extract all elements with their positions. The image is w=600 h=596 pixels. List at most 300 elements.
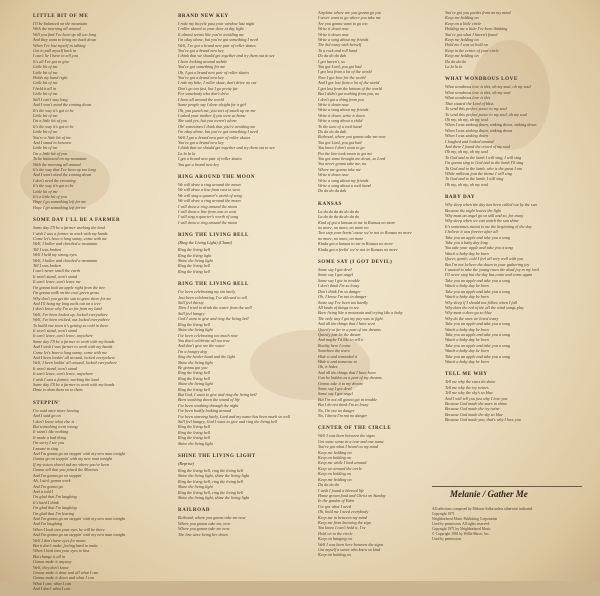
lyric-line: Take you a baby day long <box>445 240 488 246</box>
lyric-line: Don't go too fast, but I go pretty far <box>178 85 238 91</box>
lyric-line: Hold me I was so hold on <box>445 42 488 48</box>
lyric-line: You've got a brand new key <box>178 75 224 81</box>
song-title: RAILROAD <box>178 508 211 514</box>
lyric-line: no more, no more, no more <box>318 235 364 241</box>
lyric-line: I got lost from a lot of the world <box>318 69 372 75</box>
lyric-line: When I look into your eyes he will be there <box>33 526 105 532</box>
lyric-line: Ring the living bell <box>178 268 210 274</box>
lyric-line: Why must an angel go so still and so, far away <box>445 213 524 218</box>
lyric-line: Do da do da dah <box>318 128 347 134</box>
lyric-line: Shine the living light, shine the living light <box>178 495 250 501</box>
song-title: RING AROUND THE MOON <box>178 174 256 180</box>
lyric-line: I've been starving lately, Lord and my name has been much so well <box>178 413 291 419</box>
lyric-line: And I'll hang my long nails out on a tree <box>33 300 101 306</box>
song-block <box>33 401 145 596</box>
lyric-line: Some say I got in trouble <box>318 277 360 283</box>
lyric-line: God I want to give and ring the living bell <box>178 316 249 322</box>
lyric-line: But I'm not all gonna get in trouble <box>318 396 378 402</box>
song-subtitle: (Reprise) <box>178 461 194 467</box>
lyric-line: Ah, I ain't gonna work <box>33 478 71 484</box>
lyric-line: Watch a baby day be born <box>445 326 489 332</box>
lyric-line: Why sleep if I should not follow when I fall <box>445 299 517 305</box>
song-block <box>318 426 430 561</box>
lyric-line: Still feel hungry <box>178 310 205 316</box>
lyric-line: And I said go on <box>33 413 61 419</box>
lyric-line: It won't stand, won't stand <box>33 273 78 279</box>
lyric-line: Been soothing down the sound of life <box>178 397 240 403</box>
lyric-line: I'm okay alone, but you've got something I need <box>178 129 258 135</box>
lyric-line: Watch a baby day be born <box>445 337 489 343</box>
lyric-line: Keep on holding on <box>318 455 351 461</box>
lyric-line: I don't need the crowning <box>33 177 76 183</box>
lyric-line: Been living like a mountain and crying like a baby <box>318 310 403 316</box>
lyric-line: Where you gonna take me, now <box>178 520 231 526</box>
lyric-lines <box>178 468 296 500</box>
lyric-line: Some day I'll be a farmer to work with my hands <box>33 338 115 344</box>
lyric-line: Ring the living bell <box>178 386 210 392</box>
lyric-line: Well I held my strong eyes <box>33 252 77 258</box>
song-block <box>318 260 430 422</box>
lyric-lines <box>178 515 296 537</box>
lyric-line: Do da do da dah <box>318 53 347 59</box>
column-3 <box>318 0 430 581</box>
song-title: SOME DAY I'LL BE A FARMER <box>33 218 121 224</box>
lyric-line: Well, I been lookin' all around, locked everywhere <box>33 360 117 366</box>
lyric-line: You know I can't hold it, I've <box>318 525 366 531</box>
lyric-line: Ring the living bell <box>178 424 210 430</box>
lyric-line: Watch a baby day be born <box>445 283 489 289</box>
lyric-line: Keep in the center of your circle <box>445 47 500 53</box>
lyric-line: Still I can't stay long <box>33 96 68 102</box>
lyric-line: You take your apple and take you a song <box>445 245 513 251</box>
lyric-line: I hold it all in <box>33 85 57 91</box>
lyric-line: Watch a baby day be born <box>445 250 489 256</box>
credit-line: Used by permission. <box>432 537 462 541</box>
lyric-line: I've been celebrating my sin lately <box>178 289 236 295</box>
lyric-line: Gonna tell that you joined the Marines <box>33 467 99 473</box>
lyric-line: Hide it and reminded it <box>318 353 357 359</box>
lyric-line: Keep me from knowing the sign <box>318 519 371 525</box>
lyric-line: What wondrous love is this, oh my soul, oh my soul <box>445 84 531 90</box>
lyric-line: What I can, what I can <box>33 580 72 586</box>
lyric-line: It's the way it's got to be <box>33 183 74 189</box>
song-block <box>33 218 145 397</box>
lyric-line: I got haven't, so <box>318 58 345 64</box>
lyric-line: We will sing a quarter's worth of song <box>178 192 242 198</box>
lyric-line: Keep we around the circle <box>318 465 362 471</box>
lyric-line: Ring the living bell <box>178 435 210 441</box>
lyric-line: And all the things that I have seen <box>318 321 376 327</box>
lyric-line: I got a brand new pair of roller skates <box>178 156 242 162</box>
lyric-line: Why do the ones we loved away <box>445 315 499 321</box>
lyric-line: And I wish I was farmer to work with my hands <box>33 344 113 350</box>
lyric-line: Some say I got devil <box>318 386 352 391</box>
lyric-line: Will you find I've been up all too long <box>33 31 96 37</box>
song-block <box>178 14 296 171</box>
lyric-line: Got to pull myself back in <box>33 48 77 54</box>
song-block <box>445 195 585 368</box>
lyric-line: Oh my, oh my, oh my soul <box>445 116 489 122</box>
lyric-line: Then I tried to drink the water from the well <box>178 305 252 311</box>
lyric-line: While millions join the theme I will sing <box>445 170 512 176</box>
lyric-line: Oh! sometimes I think that you're avoiding me <box>178 123 256 129</box>
lyric-line: But change it all in <box>33 553 66 559</box>
lyric-line: I'm glad that I'm laughing <box>33 505 77 511</box>
lyric-line: Oh, you punch me, you sort of snuck up on me <box>178 107 256 113</box>
lyric-line: Ring the living bell <box>178 247 210 253</box>
lyric-line: La da do da da do da do <box>318 214 360 220</box>
lyric-line: Because the night leaves the light <box>445 207 502 213</box>
lyric-line: I'm gonna walk on the cool green grass <box>33 290 99 296</box>
lyric-line: You got a brand new key <box>178 161 220 167</box>
lyric-line: The line were being her down <box>178 531 228 537</box>
lyric-line: With the morning all around <box>33 26 81 32</box>
lyric-line: Oh, hold me I need everybody <box>318 509 369 515</box>
lyric-line: In the garden of Eden <box>318 498 355 504</box>
lyric-line: I got lost from the bottom of the world <box>318 85 382 91</box>
lyric-line: Oh, it hides <box>318 364 338 370</box>
lyric-line: You got some brought me down, so Lord <box>318 155 386 161</box>
lyric-line: To a rock and roll band <box>318 47 358 53</box>
lyric-line: Railroad, where you gonna take me now <box>318 134 386 140</box>
lyric-line: And I don't what I can <box>33 586 71 592</box>
lyric-line: Why sleep when the day has been called out by the sun <box>445 202 537 208</box>
credit-line: Copyright 1971 by Neighborhood Music <box>432 527 491 531</box>
lyric-line: I'm gonna sing to God and to the lamb I'll sing <box>445 160 524 166</box>
lyric-lines <box>445 10 585 69</box>
lyric-line: Hold on to the circle <box>318 530 353 536</box>
lyric-line: Put the line took moon to get me <box>318 150 373 156</box>
lyric-line: When I was sinking down, sinking down, sinking down <box>445 122 537 128</box>
lyric-line: Ring the living bell <box>178 370 210 376</box>
lyric-line: When I was sinking down <box>445 133 488 139</box>
lyric-line: Ring the living bell, ring the living bell <box>178 468 244 474</box>
lyric-line: You got Lord, you got bad <box>318 64 362 70</box>
lyric-line: But something went wrong <box>33 424 78 430</box>
lyric-line: Da da da da <box>318 482 339 488</box>
lyric-line: To send this perfect peace to my soul, oh my soul <box>445 111 527 117</box>
lyric-line: And maybe I'd like to tell it <box>318 337 364 343</box>
lyric-line: To build one town it's getting so cold in there <box>33 322 109 328</box>
lyric-line: Kind of got a kansas to me in Kansas no more <box>318 219 396 225</box>
lyric-line: Write it down now <box>318 31 349 37</box>
lyric-line: Well, I've been locked up, locked everywhere <box>33 311 108 317</box>
lyric-line: We will draw a line from east to west <box>178 187 240 193</box>
lyric-line: I can't lie I have to tell you <box>33 53 78 59</box>
lyric-line: I've said once more leaving <box>33 407 79 413</box>
lyric-line: And they want to bring me back down <box>33 37 97 43</box>
lyric-line: La la la la <box>178 150 196 156</box>
lyric-line: You've got a brand new key <box>178 139 224 145</box>
lyric-line: Shine the living light <box>178 484 213 490</box>
lyric-line: I'll be balanced on the mountain <box>33 21 88 26</box>
lyric-line: Got some sense in a tear and one name <box>318 438 384 444</box>
lyric-line: Well I got a brand new pair of roller skates <box>178 134 251 140</box>
song-block <box>445 10 585 73</box>
lyric-line: You're a little bit of me <box>33 134 71 140</box>
lyric-line: I meant to sing <box>33 445 59 451</box>
lyric-line: And I'm gonna go on steppin' with my new man tonight <box>33 515 126 521</box>
lyric-line: You never gonna take me, no <box>318 161 367 167</box>
lyric-line: You've got something for me <box>178 64 226 70</box>
lyric-line: Write a song about my friends <box>318 107 369 113</box>
lyric-line: It won't stand, won't stand <box>33 365 78 371</box>
lyric-line: Take you an apple and take you a song <box>445 321 510 327</box>
lyric-line: When I was sinking down, sinking down <box>445 127 513 133</box>
lyric-line: Little bit of me <box>33 188 58 194</box>
lyric-line: Why must a dove go so blue <box>445 310 492 316</box>
lyric-line: Watch a baby day be born <box>445 358 489 364</box>
lyric-line: Shine the living light <box>178 327 213 333</box>
lyric-line: Why does the red of the all the wind songs play <box>445 304 524 310</box>
lyric-line: Well, they don't know <box>33 564 69 570</box>
lyric-line: And I won't mind the coming down <box>33 102 92 108</box>
lyric-line: Ring the living bell <box>178 321 210 327</box>
lyric-line: I can't never smell the earth <box>33 268 80 274</box>
lyric-line: Come let's have a long sunny, come with me <box>33 349 107 355</box>
lyric-line: I wish I found a blessed life <box>318 487 365 493</box>
lyric-line: Shine the living light <box>178 359 213 365</box>
lyric-line: Some day I'll be a farmer working the land <box>33 225 105 231</box>
lyric-line: Gonna make it anyway <box>33 559 72 565</box>
lyric-line: Well, I've been tricked, out locked everywhere <box>33 317 110 323</box>
lyric-lines <box>178 247 296 274</box>
credit-line: Neighborhood Music Publishing Corporation <box>432 517 498 521</box>
lyric-line: Little bit of me <box>33 64 58 70</box>
lyric-line: With the morning all around <box>33 161 81 167</box>
song-title: BABY DAY <box>445 195 476 201</box>
lyric-line: I don't got a thing from you <box>318 96 364 102</box>
song-subtitle: (Ring the Living Light) (Chant) <box>178 240 232 246</box>
lyric-line: Ring the living bell <box>178 375 210 381</box>
song-title: RING THE LIVING BELL <box>178 233 249 239</box>
lyric-line: Little bit of me <box>33 112 58 118</box>
lyric-line: Just been celebrating, I've allowed to tell <box>178 294 247 300</box>
song-title: SHINE THE LIVING LIGHT <box>178 454 256 460</box>
lyric-line: For somebody who don't drive <box>178 91 230 97</box>
lyric-line: Where you gonna take me now <box>178 526 230 532</box>
lyric-line: Hide it and someone to <box>318 358 357 364</box>
lyric-line: Take you an apple and take you a song <box>445 353 510 359</box>
lyric-lines <box>318 10 430 194</box>
lyric-line: Little bit of me <box>33 91 58 97</box>
lyric-line: Write a song about my friends <box>318 37 369 43</box>
lyric-line: Till I was broken <box>33 263 62 269</box>
lyric-line: What wondrous love is this, oh my soul <box>445 89 511 95</box>
lyric-line: Write it down now <box>318 172 349 178</box>
lyric-line: But it don't make, feeling hard to make <box>33 542 98 548</box>
lyric-line: I've been celebrating too much now <box>178 332 238 338</box>
lyric-lines <box>318 209 430 252</box>
lyric-line: I wish I was a farmer to work with my hands <box>33 230 108 236</box>
lyric-line: Write it down, write it down <box>318 112 365 118</box>
lyric-line: It can't leave, can't leave me <box>33 279 81 285</box>
lyric-line: Little bit of me <box>33 129 58 135</box>
lyric-line: Keep me holding on <box>445 37 479 43</box>
column-2 <box>178 0 296 581</box>
lyric-line: Now I got love for the world <box>318 74 366 80</box>
lyric-line: Gonna take it to my dream <box>318 380 363 386</box>
lyric-line: And I won't mind the coming down <box>33 172 92 178</box>
lyric-line: She said yes, but you weren't alone <box>178 118 237 124</box>
lyric-line: And I'm gonna go on steppin' with my new man tonight <box>33 532 126 538</box>
lyric-line: Hope I go something left for me <box>33 204 87 210</box>
lyric-line: Write it down now <box>318 101 349 107</box>
lyric-line: Gonna make it down and what I can <box>33 575 94 581</box>
lyric-line: Ring the living bell <box>178 263 210 269</box>
lyric-line: Well, I've got a brand new pair of roller skates <box>178 42 256 48</box>
lyric-line: The only way I got my pay was to fight <box>318 315 383 321</box>
lyric-line: Keep me holding on <box>318 476 352 482</box>
lyric-line: Be gonna got you <box>178 364 208 370</box>
lyric-line: Till I was broken <box>33 246 62 252</box>
lyric-line: But I didn't got nothing from you, no <box>318 91 380 97</box>
lyric-line: I've been soothing through the night <box>178 402 239 408</box>
credit-line: All selections composed by Melanie Safka unless otherwise indicated. <box>432 507 534 511</box>
lyric-line: Reality here I come <box>318 342 351 348</box>
lyric-line: But I'm not believe the dawn to your gathering joy <box>445 261 530 267</box>
lyric-line: It wasn't like nothing <box>33 429 69 435</box>
lyric-lines <box>318 433 430 557</box>
lyric-line: It made a bad thing <box>33 434 66 440</box>
lyric-line: Ring the living light <box>178 252 212 258</box>
lyric-lines <box>33 21 145 210</box>
lyric-line: I don't think I'm so lousy <box>318 283 360 289</box>
lyric-line: Shine the living light <box>178 258 213 264</box>
lyric-line: Write a song about a rock band <box>318 183 371 188</box>
lyric-line: Tell me why the sky's so blue <box>445 390 493 396</box>
lyric-line: Sing the healer hand and the light <box>178 354 235 360</box>
lyric-line: I roller skated to your door at day light <box>178 26 244 32</box>
song-block <box>318 202 430 256</box>
lyric-line: I'm gonna look an apple right from the tree <box>33 284 106 290</box>
lyric-line: It almost seems like you're avoiding me <box>178 31 244 37</box>
lyric-line: But God, I want to give and ring the living bell <box>178 391 257 397</box>
lyric-line: And I'm gonna go on steppin' <box>33 472 83 478</box>
lyric-line: To God and to the lamb, who is the great I am <box>445 165 522 171</box>
lyric-line: Take you an apple and take you a song <box>445 342 510 348</box>
song-title: TELL ME WHY <box>445 372 488 378</box>
lyric-line: Some say I got angel <box>318 391 353 397</box>
lyric-line: Railroad, where you gonna take me now <box>178 515 246 521</box>
lyric-line: It's all I've got to give <box>33 58 70 64</box>
lyric-line: Oh, I know I'm not in danger <box>318 294 367 300</box>
lyric-line: I think that we should get together and try them out to see <box>178 53 275 59</box>
lyric-line: And I'm gonna go on steppin' with my new man tonight <box>33 451 126 457</box>
song-title: SOME SAY (I GOT DEVIL) <box>318 260 393 266</box>
lyric-line: And don't give me the water <box>178 343 225 349</box>
lyric-line: Well I was born here between the signs <box>318 541 384 547</box>
lyric-line: You don't celebrate all too true <box>178 337 230 343</box>
lyric-line: And I will tell you just why I love you <box>445 395 508 401</box>
lyric-line: I'm glad that I'm leaving <box>33 510 75 516</box>
lyric-line: You've got you pocket from on my mind <box>445 10 511 15</box>
lyric-line: The kid away with herself <box>318 42 362 48</box>
lyric-line: And I'm laughing <box>33 521 63 527</box>
lyric-line: Done to dam them on to them <box>33 387 83 393</box>
lyric-line: Quietly just let the dream <box>318 331 361 337</box>
lyric-line: Keep on hanging on <box>318 536 352 542</box>
lyric-line: If my voices shovel ask me where you've been <box>33 461 110 467</box>
lyric-line: I don't know what else is <box>33 418 75 424</box>
lyric-line: Little bit of me <box>33 69 58 75</box>
lyric-lines <box>318 267 430 418</box>
lyric-line: It's sometimes meant to me the beginning of the day <box>445 223 532 229</box>
lyric-lines <box>178 289 296 446</box>
lyric-line: Shine the living light <box>178 440 213 446</box>
lyric-line: And I been lookin' all around, locked everywhere <box>33 354 116 360</box>
lyric-line: Airplane where are you gonna go you <box>318 10 382 15</box>
lyric-line: Some say I got angel <box>318 272 353 278</box>
lyric-line: Hope I go something left for me <box>33 199 87 205</box>
lyric-line: Take you an apple and take you a song <box>445 288 510 294</box>
song-block <box>178 508 296 541</box>
song-title: RING THE LIVING BELL <box>178 282 249 288</box>
lyric-line: It won't stand, won't stand <box>33 327 78 333</box>
lyric-line: Take you an apple and take you a song <box>445 234 510 240</box>
song-title: WHAT WONDROUS LOVE <box>445 77 518 83</box>
lyric-line: Because God made the stars to shine <box>445 401 507 406</box>
lyric-line: No, I know I'm not no danger <box>318 413 368 419</box>
lyric-line: Well I was born between the signs <box>318 433 375 439</box>
song-block <box>178 175 296 229</box>
lyric-line: I will draw a ring around the moon <box>178 219 238 225</box>
album-signature: Melanie / Gather Me <box>450 489 528 499</box>
song-block <box>318 10 430 198</box>
lyric-line: Well, I holler and clinched a mountain <box>33 257 98 263</box>
lyric-line: What wondrous love is this <box>445 95 491 101</box>
lyric-line: And I'm gonna go <box>33 483 63 489</box>
lyric-line: No, I'm not no danger <box>318 407 355 413</box>
lyric-line: I never want to go where you take me <box>318 15 381 21</box>
lyric-line: You know I don't want to go <box>318 145 365 151</box>
lyric-line: Keep on a little circle <box>445 20 482 26</box>
song-block <box>445 372 585 426</box>
song-block <box>178 282 296 450</box>
lyric-line: Watch a baby day be born <box>445 348 489 354</box>
song-block <box>445 77 585 191</box>
lyric-line: I'm sorry I see you <box>33 440 65 446</box>
lyric-line: Kinda got a kansas to me in Kansas no more <box>318 241 393 247</box>
lyric-line: And it told I <box>33 488 54 494</box>
lyric-line: It can't leave, can't leave, anywhere <box>33 333 93 339</box>
lyric-line: I think that we should get together and try them out to see <box>178 145 275 151</box>
lyric-line: Well I don't have eyes for music <box>33 537 87 543</box>
lyric-line: You got Lord, you got bad <box>318 139 362 145</box>
lyric-line: It's the way it's got to be <box>33 123 74 129</box>
lyric-line: Some say I've been too hardly <box>318 299 368 305</box>
lyric-line: Still feel thirsty <box>178 300 204 306</box>
lyric-line: Because God made the ivy twine <box>445 406 500 412</box>
lyric-line: We will draw a ring around the moon <box>178 198 241 204</box>
lyric-line: La da do da da do da do <box>318 208 360 214</box>
column-1 <box>33 0 145 592</box>
lyric-line: Come let's have a long sunny, come with me <box>33 236 107 242</box>
lyric-line: I've been bodily looking around <box>178 408 232 414</box>
lyric-line: To be balanced on my mountain <box>33 156 87 162</box>
signature-rule <box>432 486 582 487</box>
lyric-line: I will draw a ring around the moon <box>178 203 238 209</box>
lyric-line: Ring the living bell <box>178 429 210 435</box>
lyric-lines <box>33 408 145 592</box>
song-block <box>178 454 296 504</box>
lyric-line: Got myself a sweet who knew so kind <box>318 546 381 552</box>
lyric-lines <box>178 21 296 167</box>
lyric-line: To God and to the lamb I will sing, I will sing <box>445 154 522 160</box>
lyric-line: La la la la <box>445 64 463 70</box>
lyric-line: Some people say I done alright for a girl <box>178 102 247 108</box>
lyric-line: Tell me why the ivy twines <box>445 384 489 390</box>
